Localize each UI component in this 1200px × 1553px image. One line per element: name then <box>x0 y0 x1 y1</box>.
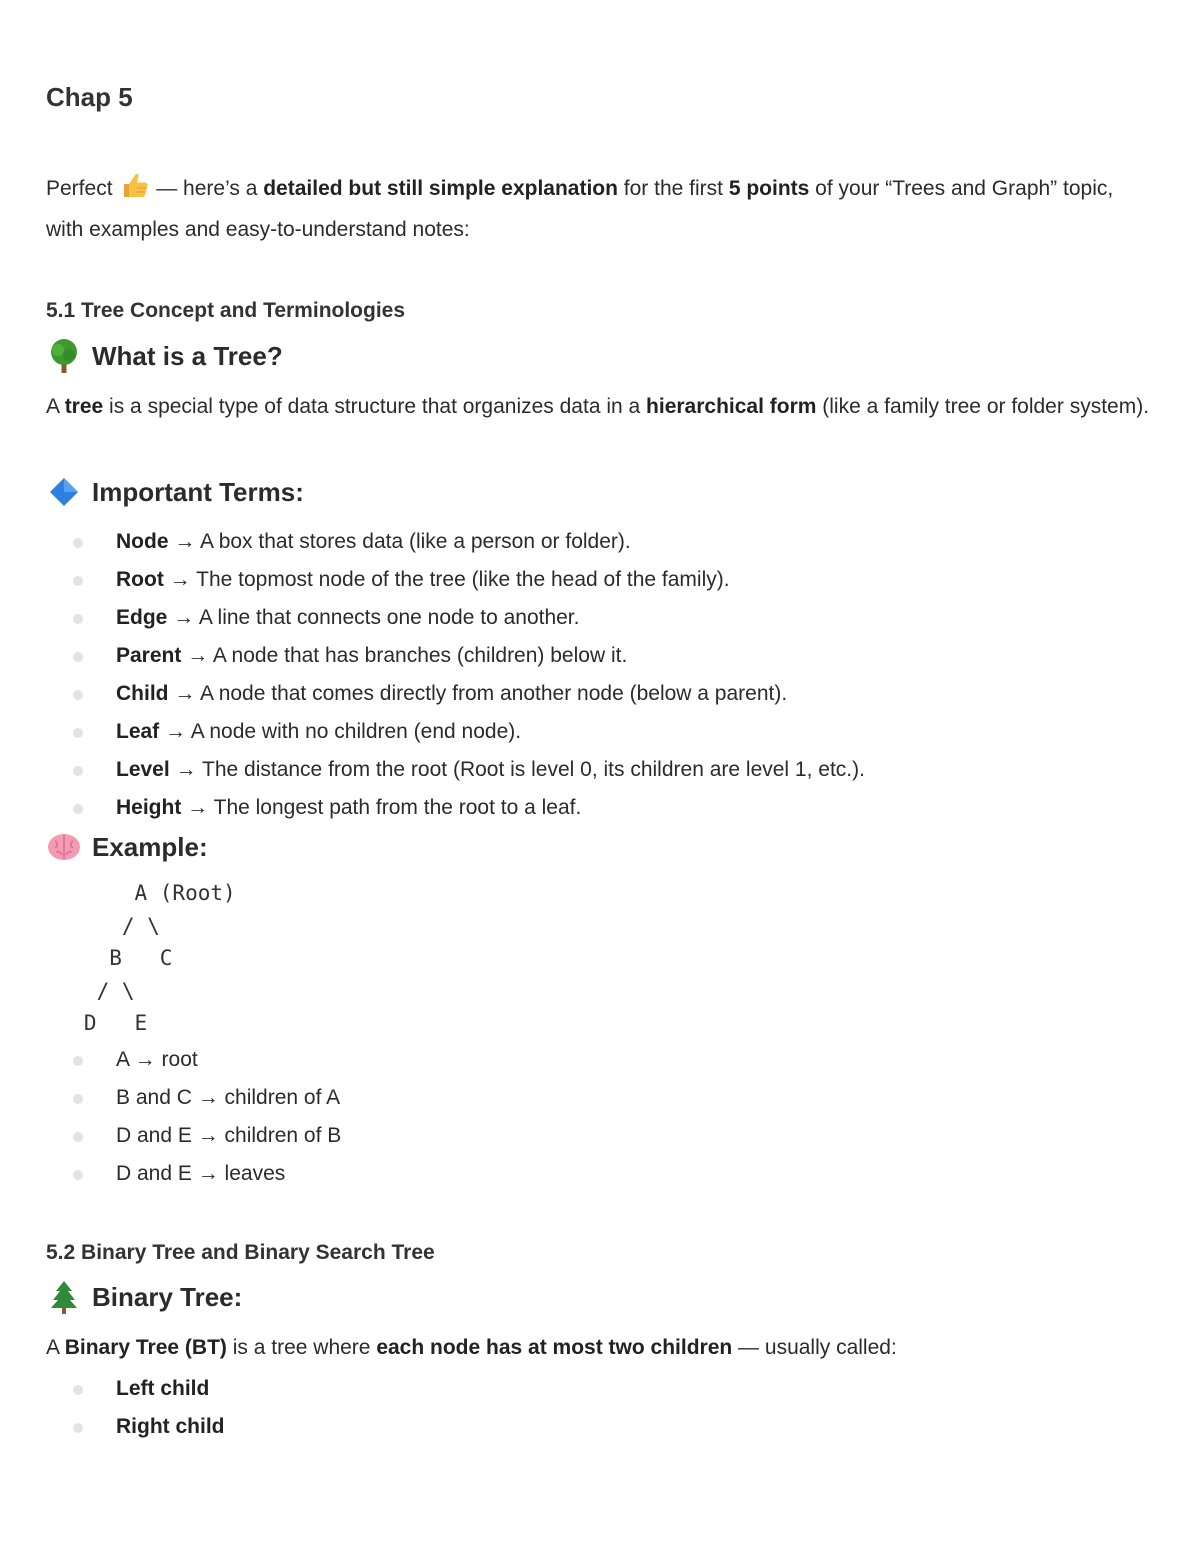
binary-tree-title: Binary Tree: <box>92 1281 243 1312</box>
ascii-line: B C <box>46 946 173 970</box>
ascii-line: / \ <box>46 978 135 1003</box>
list-item <box>46 637 865 675</box>
binary-tree-definition <box>46 1327 1156 1368</box>
child-label: Left child <box>116 1377 210 1400</box>
example-item-text: B and C → children of A <box>116 1086 341 1109</box>
bullet-dot <box>73 1094 83 1104</box>
thumbs-up-icon <box>118 171 150 199</box>
example-item-text: D and E → leaves <box>116 1162 286 1185</box>
example-item-text: D and E → children of B <box>116 1124 342 1147</box>
term-label: Edge <box>116 606 168 629</box>
bullet-dot <box>73 1385 83 1395</box>
list-item <box>46 523 865 561</box>
bullet-dot <box>73 1170 83 1180</box>
term-label: Parent <box>116 644 182 667</box>
ascii-tree-diagram <box>46 877 236 1040</box>
bullet-dot <box>73 804 83 814</box>
definition-text: A <box>46 1336 65 1359</box>
bullet-dot <box>73 728 83 738</box>
example-list <box>46 1041 341 1193</box>
list-item <box>46 1155 341 1193</box>
definition-text: — usually called: <box>732 1336 897 1359</box>
example-title: Example: <box>92 831 208 862</box>
term-label: Node <box>116 530 169 553</box>
definition-bold: Binary Tree (BT) <box>64 1336 227 1359</box>
list-item <box>46 751 865 789</box>
definition-bold: hierarchical form <box>646 395 817 418</box>
definition-text: (like a family tree or folder system). <box>816 395 1150 418</box>
definition-bold: tree <box>64 395 104 418</box>
ascii-line: D E <box>46 1011 148 1035</box>
bullet-dot <box>73 766 83 776</box>
important-terms-heading <box>46 474 304 510</box>
term-desc: → A node with no children (end node). <box>159 720 522 743</box>
term-label: Child <box>116 682 169 705</box>
list-item <box>46 1079 341 1117</box>
blue-diamond-icon <box>46 474 82 510</box>
child-label: Right child <box>116 1415 225 1438</box>
term-desc: → The topmost node of the tree (like the head of the family). <box>163 568 730 591</box>
tree-definition <box>46 386 1156 427</box>
brain-icon <box>46 829 82 865</box>
definition-text: is a special type of data structure that organizes data in a <box>103 395 647 418</box>
list-item <box>46 675 865 713</box>
ascii-line: A (Root) <box>46 881 236 905</box>
term-label: Leaf <box>116 720 160 743</box>
bullet-dot <box>73 538 83 548</box>
bullet-dot <box>73 1423 83 1433</box>
intro-text: for the first <box>617 177 729 200</box>
list-item <box>46 1408 225 1446</box>
term-desc: → A box that stores data (like a person or folder). <box>168 530 631 553</box>
list-item <box>46 1117 341 1155</box>
list-item <box>46 789 865 827</box>
tree-icon <box>46 338 82 374</box>
intro-text: — here’s a <box>150 177 264 200</box>
list-item <box>46 561 865 599</box>
intro-text: Perfect <box>46 177 119 200</box>
term-desc: → The longest path from the root to a leaf. <box>181 796 582 819</box>
intro-bold: detailed but still simple explanation <box>263 177 618 200</box>
term-label: Level <box>116 758 170 781</box>
definition-text: is a tree where <box>226 1336 377 1359</box>
intro-bold: 5 points <box>728 177 810 200</box>
bullet-dot <box>73 652 83 662</box>
important-terms-title: Important Terms: <box>92 476 304 507</box>
bullet-dot <box>73 1132 83 1142</box>
what-is-tree-title: What is a Tree? <box>92 340 283 371</box>
section-heading-5-2: 5.2 Binary Tree and Binary Search Tree <box>46 1241 435 1264</box>
term-desc: → A line that connects one node to another. <box>167 606 580 629</box>
binary-children-list <box>46 1370 225 1446</box>
bullet-dot <box>73 576 83 586</box>
term-label: Height <box>116 796 182 819</box>
intro-text: of your “Trees and Graph” topic, with examples and easy-to-understand notes: <box>46 177 1114 241</box>
term-desc: → A node that has branches (children) below it. <box>181 644 628 667</box>
chapter-title: Chap 5 <box>46 82 133 112</box>
definition-text: A <box>46 395 65 418</box>
what-is-tree-heading <box>46 338 283 374</box>
list-item <box>46 713 865 751</box>
terms-list <box>46 523 865 827</box>
intro-paragraph <box>46 168 1156 250</box>
example-item-text: A → root <box>116 1048 198 1071</box>
binary-tree-heading <box>46 1279 242 1315</box>
example-heading <box>46 829 208 865</box>
definition-bold: each node has at most two children <box>376 1336 733 1359</box>
ascii-line: / \ <box>46 913 160 938</box>
bullet-dot <box>73 690 83 700</box>
term-desc: → A node that comes directly from another node (below a parent). <box>168 682 788 705</box>
section-heading-5-1: 5.1 Tree Concept and Terminologies <box>46 299 406 322</box>
bullet-dot <box>73 1056 83 1066</box>
list-item <box>46 1370 225 1408</box>
term-desc: → The distance from the root (Root is level 0, its children are level 1, etc.). <box>169 758 865 781</box>
term-label: Root <box>116 568 164 591</box>
list-item <box>46 1041 341 1079</box>
bullet-dot <box>73 614 83 624</box>
evergreen-tree-icon <box>46 1279 82 1315</box>
list-item <box>46 599 865 637</box>
